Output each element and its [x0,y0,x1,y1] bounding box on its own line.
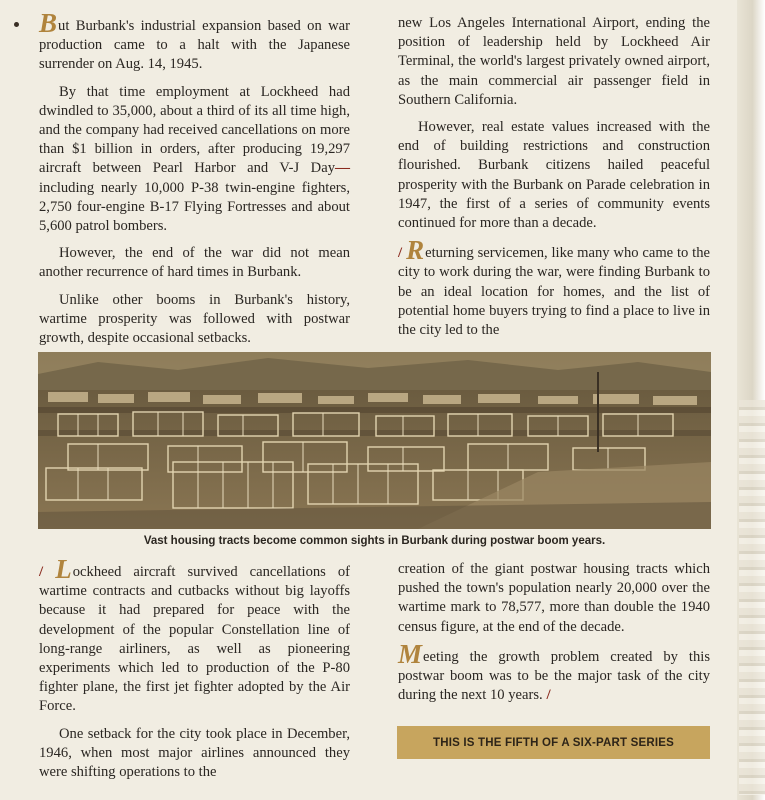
paragraph: However, real estate values increased with the end of building restrictions and construction flourished. Burbank citizens hailed peaceful prosperity with the Burbank on Parade celebration in 1947, the first of a series of community events continued for more than a decade. [398,119,710,232]
photo-caption: Vast housing tracts become common sights in Burbank during postwar boom years. [143,535,606,547]
paragraph: new Los Angeles International Airport, ending the position of leadership held by Lockheed Air Terminal, the world's largest privately owned airport, as the main commercial air passenger field in Southern California. [398,15,710,108]
paragraph: Meeting the growth problem created by this postwar boom was to be the major task of the city during the next 10 years. / [398,638,710,704]
paragraph: Unlike other booms in Burbank's history, wartime prosperity was followed with postwar growth, despite occasional setbacks. [39,291,350,347]
left-column-top [39,8,350,356]
pen-mark: / [39,564,56,580]
paragraph: creation of the giant postwar housing tracts which pushed the town's population nearly 20,000 over the wartime mark to 78,577, more than double the 1940 census figure, at the end of the decade. [398,561,710,635]
pen-mark: / [542,687,551,704]
paragraph: One setback for the city took place in December, 1946, when most major airlines announced they were shifting operations to the [39,725,350,781]
housing-tract-photo [38,352,711,529]
paragraph: / Returning servicemen, like many who came to the city to work during the war, were finding Burbank to be an ideal location for homes, and the list of potential home buyers trying to find a place to live in the city led to the [398,235,710,339]
series-banner-text: THIS IS THE FIFTH OF A SIX-PART SERIES [432,736,675,749]
paragraph: By that time employment at Lockheed had dwindled to 35,000, about a third of its all time high, and the company had received cancellations on more than $1 billion in orders, after producing 19,297 aircraft between Pearl Harbor and V-J Day—including nearly 10,000 P-38 twin-engine fighters, 2,750 four-engine B-17 Flying Fortresses and about 5,600 patrol bombers. [39,83,350,235]
paragraph: / Lockheed aircraft survived cancellations of wartime contracts and cutbacks without big layoffs because it had prepared for peace with the development of the popular Constellation line of long-range airliners, as well as pioneering experiments which led to production of the P-80 fighter plane, the first jet fighter adopted by the Air Force. [39,554,350,715]
left-column-bottom [39,554,350,790]
paragraph: But Burbank's industrial expansion based on war production came to a halt with the Japanese surrender on Aug. 14, 1945. [39,8,350,73]
drop-cap: L [55,554,72,584]
pen-mark: — [335,160,350,177]
right-column-bottom [398,560,710,713]
torn-edge [739,400,765,795]
drop-cap: R [406,235,425,266]
right-column-top [398,14,710,348]
ink-dot [14,22,19,27]
drop-cap: M [398,638,423,669]
series-banner [397,726,710,759]
photo-image [38,352,711,529]
pen-mark: / [398,245,407,262]
paragraph: However, the end of the war did not mean another recurrence of hard times in Burbank. [39,245,350,281]
drop-cap: B [39,8,58,38]
